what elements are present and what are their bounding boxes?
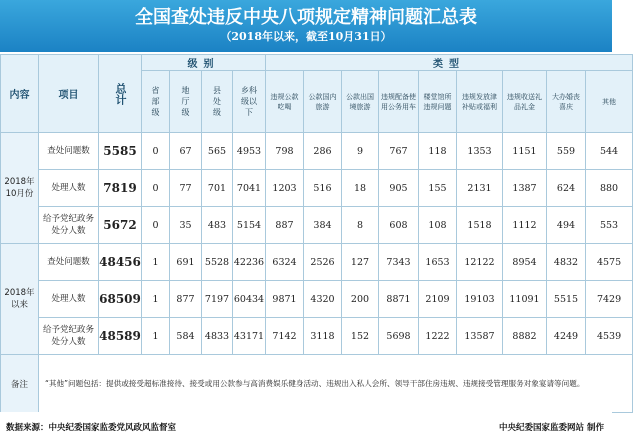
level-cell: 4833 <box>202 318 233 355</box>
level-cell: 1 <box>142 318 170 355</box>
type-cell: 2131 <box>457 170 503 207</box>
type-cell: 9871 <box>266 281 304 318</box>
table-row <box>1 170 633 207</box>
type-cell: 1112 <box>503 207 547 244</box>
footer <box>0 412 612 441</box>
type-cell: 19103 <box>457 281 503 318</box>
level-cell: 584 <box>170 318 202 355</box>
level-cell: 35 <box>170 207 202 244</box>
type-cell: 905 <box>379 170 419 207</box>
type-cell: 7343 <box>379 244 419 281</box>
header-row-1 <box>1 55 633 71</box>
item-cell: 处理人数 <box>39 281 99 318</box>
item-cell: 查处问题数 <box>39 133 99 170</box>
summary-table <box>0 54 633 413</box>
level-cell: 5528 <box>202 244 233 281</box>
note-row <box>1 355 633 413</box>
level-cell: 43171 <box>233 318 266 355</box>
type-cell: 608 <box>379 207 419 244</box>
type-cell: 559 <box>547 133 586 170</box>
type-header: 其他 <box>586 71 633 133</box>
level-cell: 7041 <box>233 170 266 207</box>
level-cell: 5154 <box>233 207 266 244</box>
type-cell: 13587 <box>457 318 503 355</box>
type-cell: 8882 <box>503 318 547 355</box>
type-cell: 624 <box>547 170 586 207</box>
type-cell: 4320 <box>304 281 342 318</box>
data-source: 数据来源：中央纪委国家监委党风政风监督室 <box>6 423 177 433</box>
type-cell: 887 <box>266 207 304 244</box>
level-cell: 1 <box>142 244 170 281</box>
level-cell: 0 <box>142 170 170 207</box>
table-row <box>1 207 633 244</box>
level-cell: 77 <box>170 170 202 207</box>
type-cell: 152 <box>342 318 379 355</box>
level-cell: 4953 <box>233 133 266 170</box>
level-cell: 0 <box>142 133 170 170</box>
total-cell: 48456 <box>99 244 142 281</box>
level-cell: 565 <box>202 133 233 170</box>
type-header: 违规发放津补贴或福利 <box>457 71 503 133</box>
table-row <box>1 133 633 170</box>
type-cell: 553 <box>586 207 633 244</box>
level-cell: 0 <box>142 207 170 244</box>
type-header: 违规配备使用公务用车 <box>379 71 419 133</box>
note-label: 备注 <box>1 355 39 413</box>
total-cell: 7819 <box>99 170 142 207</box>
level-header: 地厅级 <box>170 71 202 133</box>
level-header: 省部级 <box>142 71 170 133</box>
item-cell: 处理人数 <box>39 170 99 207</box>
type-group-header: 类型 <box>266 55 633 71</box>
item-cell: 给予党纪政务处分人数 <box>39 318 99 355</box>
level-cell: 691 <box>170 244 202 281</box>
type-cell: 6324 <box>266 244 304 281</box>
type-cell: 1222 <box>419 318 457 355</box>
period-label: 2018年以来 <box>1 244 39 355</box>
level-cell: 701 <box>202 170 233 207</box>
table-row <box>1 244 633 281</box>
table-row <box>1 281 633 318</box>
item-header: 项目 <box>39 55 99 133</box>
level-cell: 60434 <box>233 281 266 318</box>
type-header: 公款国内旅游 <box>304 71 342 133</box>
type-cell: 127 <box>342 244 379 281</box>
level-cell: 877 <box>170 281 202 318</box>
type-cell: 4575 <box>586 244 633 281</box>
title-banner <box>0 0 612 52</box>
type-cell: 3118 <box>304 318 342 355</box>
type-cell: 8 <box>342 207 379 244</box>
type-cell: 1151 <box>503 133 547 170</box>
type-cell: 1518 <box>457 207 503 244</box>
content-header: 内容 <box>1 55 39 133</box>
type-cell: 544 <box>586 133 633 170</box>
type-cell: 494 <box>547 207 586 244</box>
total-cell: 48589 <box>99 318 142 355</box>
period-label: 2018年10月份 <box>1 133 39 244</box>
total-cell: 68509 <box>99 281 142 318</box>
level-header: 县处级 <box>202 71 233 133</box>
type-header: 大办婚丧喜庆 <box>547 71 586 133</box>
type-cell: 11091 <box>503 281 547 318</box>
type-cell: 1203 <box>266 170 304 207</box>
type-cell: 1387 <box>503 170 547 207</box>
type-cell: 8954 <box>503 244 547 281</box>
type-header: 违规公款吃喝 <box>266 71 304 133</box>
type-cell: 155 <box>419 170 457 207</box>
level-cell: 1 <box>142 281 170 318</box>
type-cell: 7142 <box>266 318 304 355</box>
type-cell: 108 <box>419 207 457 244</box>
page-subtitle: （2018年以来，截至10月31日） <box>220 30 392 43</box>
credit: 中央纪委国家监委网站 制作 <box>499 423 604 433</box>
type-cell: 5515 <box>547 281 586 318</box>
level-cell: 7197 <box>202 281 233 318</box>
level-cell: 67 <box>170 133 202 170</box>
type-cell: 4249 <box>547 318 586 355</box>
type-cell: 5698 <box>379 318 419 355</box>
type-cell: 4539 <box>586 318 633 355</box>
type-header: 违规收送礼品礼金 <box>503 71 547 133</box>
type-cell: 880 <box>586 170 633 207</box>
type-header: 楼堂馆所违规问题 <box>419 71 457 133</box>
level-group-header: 级别 <box>142 55 266 71</box>
type-cell: 2109 <box>419 281 457 318</box>
type-cell: 384 <box>304 207 342 244</box>
item-cell: 给予党纪政务处分人数 <box>39 207 99 244</box>
item-cell: 查处问题数 <box>39 244 99 281</box>
type-cell: 767 <box>379 133 419 170</box>
type-cell: 18 <box>342 170 379 207</box>
type-cell: 798 <box>266 133 304 170</box>
total-cell: 5585 <box>99 133 142 170</box>
type-cell: 2526 <box>304 244 342 281</box>
type-cell: 4832 <box>547 244 586 281</box>
type-cell: 1653 <box>419 244 457 281</box>
type-cell: 9 <box>342 133 379 170</box>
level-header: 乡科级以下 <box>233 71 266 133</box>
total-cell: 5672 <box>99 207 142 244</box>
type-cell: 7429 <box>586 281 633 318</box>
note-text: “其他”问题包括：提供或接受超标准接待、接受或用公款参与高消费娱乐健身活动、违规出入私人会所、领导干部住房违规、违规接受管理服务对象宴请等问题。 <box>39 355 633 413</box>
type-header: 公款出国境旅游 <box>342 71 379 133</box>
total-header: 总计 <box>99 55 142 133</box>
type-cell: 286 <box>304 133 342 170</box>
type-cell: 8871 <box>379 281 419 318</box>
type-cell: 200 <box>342 281 379 318</box>
type-cell: 12122 <box>457 244 503 281</box>
type-cell: 516 <box>304 170 342 207</box>
level-cell: 483 <box>202 207 233 244</box>
type-cell: 118 <box>419 133 457 170</box>
type-cell: 1353 <box>457 133 503 170</box>
level-cell: 42236 <box>233 244 266 281</box>
page-title: 全国查处违反中央八项规定精神问题汇总表 <box>135 7 477 28</box>
table-row <box>1 318 633 355</box>
